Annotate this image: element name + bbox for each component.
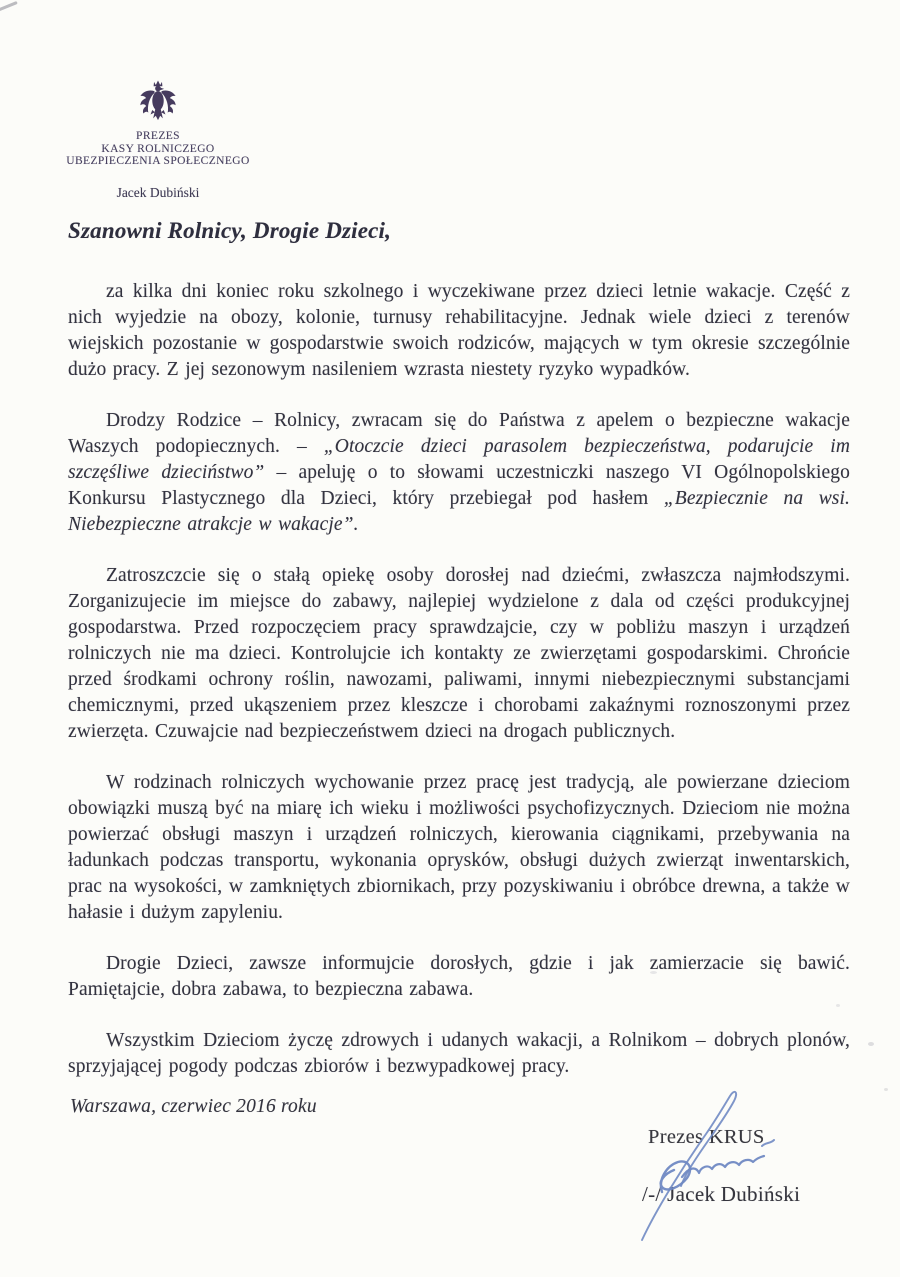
handwritten-signature bbox=[612, 1082, 802, 1247]
letterhead bbox=[58, 78, 258, 201]
letterhead-title-line-3: UBEZPIECZENIA SPOŁECZNEGO bbox=[66, 155, 250, 167]
text-segment: Drogie Dzieci, zawsze informujcie dorosłych, gdzie i jak zamierzacie się bawić. Pamiętajcie, dobra zabawa, to bezpieczna zabawa. bbox=[68, 953, 850, 1000]
quoted-text-segment: „Otoczcie dzieci parasolem bezpieczeństwa, podarujcie im szczęśliwe dzieciństwo” bbox=[68, 436, 850, 483]
letter-body bbox=[68, 279, 850, 1105]
scan-speck bbox=[868, 1042, 874, 1046]
text-segment: Zatroszczcie się o stałą opiekę osoby dorosłej nad dziećmi, zwłaszcza najmłodszymi. Zorganizujecie im miejsce do zabawy, najlepiej wydzielone z dala od części produkcyjnej gospodarstwa. Przed rozpoczęciem pracy sprawdzajcie, czy w pobliżu maszyn i urządzeń rolniczych nie ma dzieci. Kontrolujcie ich kontakty ze zwierzętami gospodarskimi. Chrońcie przed środkami ochrony roślin, nawozami, paliwami, innymi niebezpiecznymi substancjami chemicznymi, przed ukąszeniem przez kleszcze i chorobami zakaźnymi roznoszonymi przez zwierzęta. Czuwajcie nad bezpieczeństwem dzieci na drogach publicznych. bbox=[68, 565, 850, 742]
text-segment: Wszystkim Dzieciom życzę zdrowych i udanych wakacji, a Rolnikom – dobrych plonów, sprzyjającej pogody podczas zbiorów i bezwypadkowej pracy. bbox=[68, 1030, 850, 1077]
text-segment: – apeluję o to słowami uczestniczki naszego VI Ogólnopolskiego Konkursu Plastycznego dla Dzieci, który przebiegał pod hasłem bbox=[68, 462, 850, 509]
letterhead-person-name: Jacek Dubiński bbox=[116, 184, 200, 200]
text-segment: Drodzy Rodzice – Rolnicy, zwracam się do Państwa z apelem o bezpieczne wakacje Waszych podopiecznych. – bbox=[68, 410, 850, 457]
polish-eagle-emblem bbox=[136, 78, 180, 128]
dateline: Warszawa, czerwiec 2016 roku bbox=[70, 1096, 317, 1117]
scan-corner-artifact bbox=[0, 1, 18, 12]
signature-name: /-/ Jacek Dubiński bbox=[642, 1182, 801, 1206]
letterhead-title-line-2: KASY ROLNICZEGO bbox=[101, 142, 215, 155]
paragraph-3 bbox=[68, 563, 850, 745]
paragraph-5 bbox=[68, 951, 850, 1003]
paragraph-4 bbox=[68, 770, 850, 926]
text-segment: za kilka dni koniec roku szkolnego i wyczekiwane przez dzieci letnie wakacje. Część z nich wyjedzie na obozy, kolonie, turnusy rehabilitacyjne. Jednak wiele dzieci z terenów wiejskich pozostanie w gospodarstwie swoich rodziców, mających w tym okresie szczególnie dużo pracy. Z jej sezonowym nasileniem wzrasta niestety ryzyko wypadków. bbox=[68, 281, 850, 380]
quoted-text-segment: „Bezpiecznie na wsi. Niebezpieczne atrakcje w wakacje”. bbox=[68, 488, 850, 535]
scan-speck bbox=[884, 1088, 888, 1091]
paragraph-2 bbox=[68, 408, 850, 538]
salutation: Szanowni Rolnicy, Drogie Dzieci, bbox=[68, 218, 392, 243]
signature-title: Prezes KRUS bbox=[648, 1126, 765, 1148]
letterhead-title-line-1: PREZES bbox=[136, 130, 180, 142]
paragraph-6 bbox=[68, 1028, 850, 1080]
paragraph-1 bbox=[68, 279, 850, 383]
text-segment: W rodzinach rolniczych wychowanie przez pracę jest tradycją, ale powierzane dzieciom obowiązki muszą być na miarę ich wieku i możliwości psychofizycznych. Dzieciom nie można powierzać obsługi maszyn i urządzeń rolniczych, kierowania ciągnikami, przebywania na ładunkach podczas transportu, wykonania oprysków, obsługi dużych zwierząt inwentarskich, prac na wysokości, w zamkniętych zbiornikach, przy pozyskiwaniu i obróbce drewna, a także w hałasie i dużym zapyleniu. bbox=[68, 772, 850, 923]
